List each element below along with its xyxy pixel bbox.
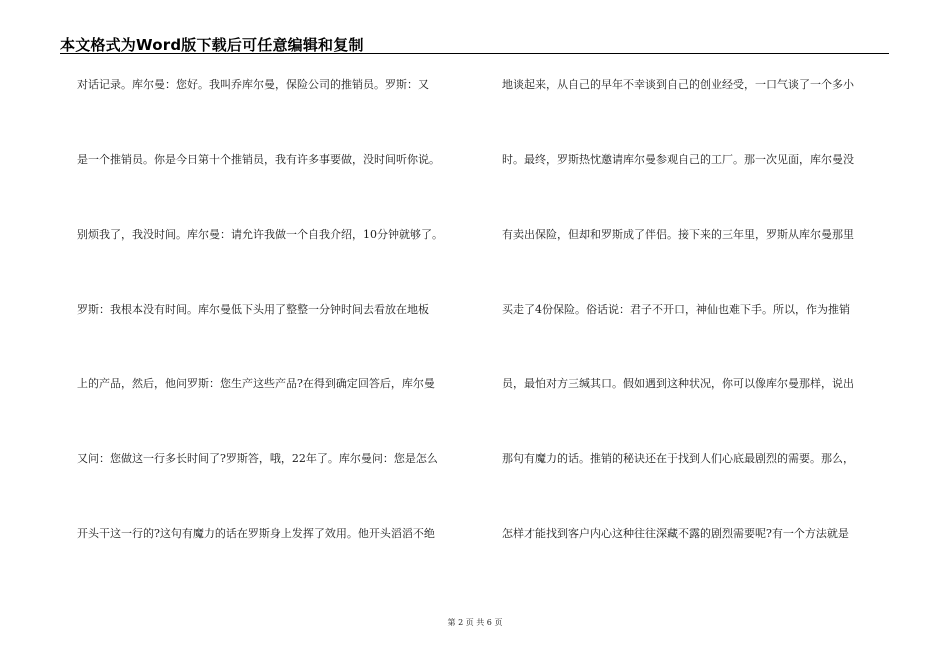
text-line: 对话记录。库尔曼：您好。我叫乔库尔曼，保险公司的推销员。罗斯：又 xyxy=(77,78,429,91)
document-header-title: 本文格式为Word版下载后可任意编辑和复制 xyxy=(60,36,364,54)
text-line: 是一个推销员。你是今日第十个推销员，我有许多事要做，没时间听你说。 xyxy=(77,153,440,166)
text-line: 开头干这一行的?这句有魔力的话在罗斯身上发挥了效用。他开头滔滔不绝 xyxy=(77,527,435,540)
text-line: 时。最终，罗斯热忱邀请库尔曼参观自己的工厂。那一次见面，库尔曼没 xyxy=(502,153,854,166)
header-rule xyxy=(60,53,889,54)
text-line: 买走了4份保险。俗话说：君子不开口，神仙也难下手。所以，作为推销 xyxy=(502,303,850,316)
text-line: 地谈起来，从自己的早年不幸谈到自己的创业经受，一口气谈了一个多小 xyxy=(502,78,854,91)
text-line: 别烦我了，我没时间。库尔曼：请允许我做一个自我介绍，10分钟就够了。 xyxy=(77,228,443,241)
text-line: 又问：您做这一行多长时间了?罗斯答，哦，22年了。库尔曼问：您是怎么 xyxy=(77,452,438,465)
text-line: 罗斯：我根本没有时间。库尔曼低下头用了整整一分钟时间去看放在地板 xyxy=(77,303,429,316)
text-line: 那句有魔力的话。推销的秘诀还在于找到人们心底最剧烈的需要。那么， xyxy=(502,452,854,465)
text-line: 怎样才能找到客户内心这种往往深藏不露的剧烈需要呢?有一个方法就是 xyxy=(502,527,849,540)
text-line: 上的产品，然后，他问罗斯：您生产这些产品?在得到确定回答后，库尔曼 xyxy=(77,377,435,390)
page-number-footer: 第 2 页 共 6 页 xyxy=(447,618,503,627)
text-line: 有卖出保险，但却和罗斯成了伴侣。接下来的三年里，罗斯从库尔曼那里 xyxy=(502,228,854,241)
text-line: 员，最怕对方三缄其口。假如遇到这种状况，你可以像库尔曼那样，说出 xyxy=(502,377,854,390)
